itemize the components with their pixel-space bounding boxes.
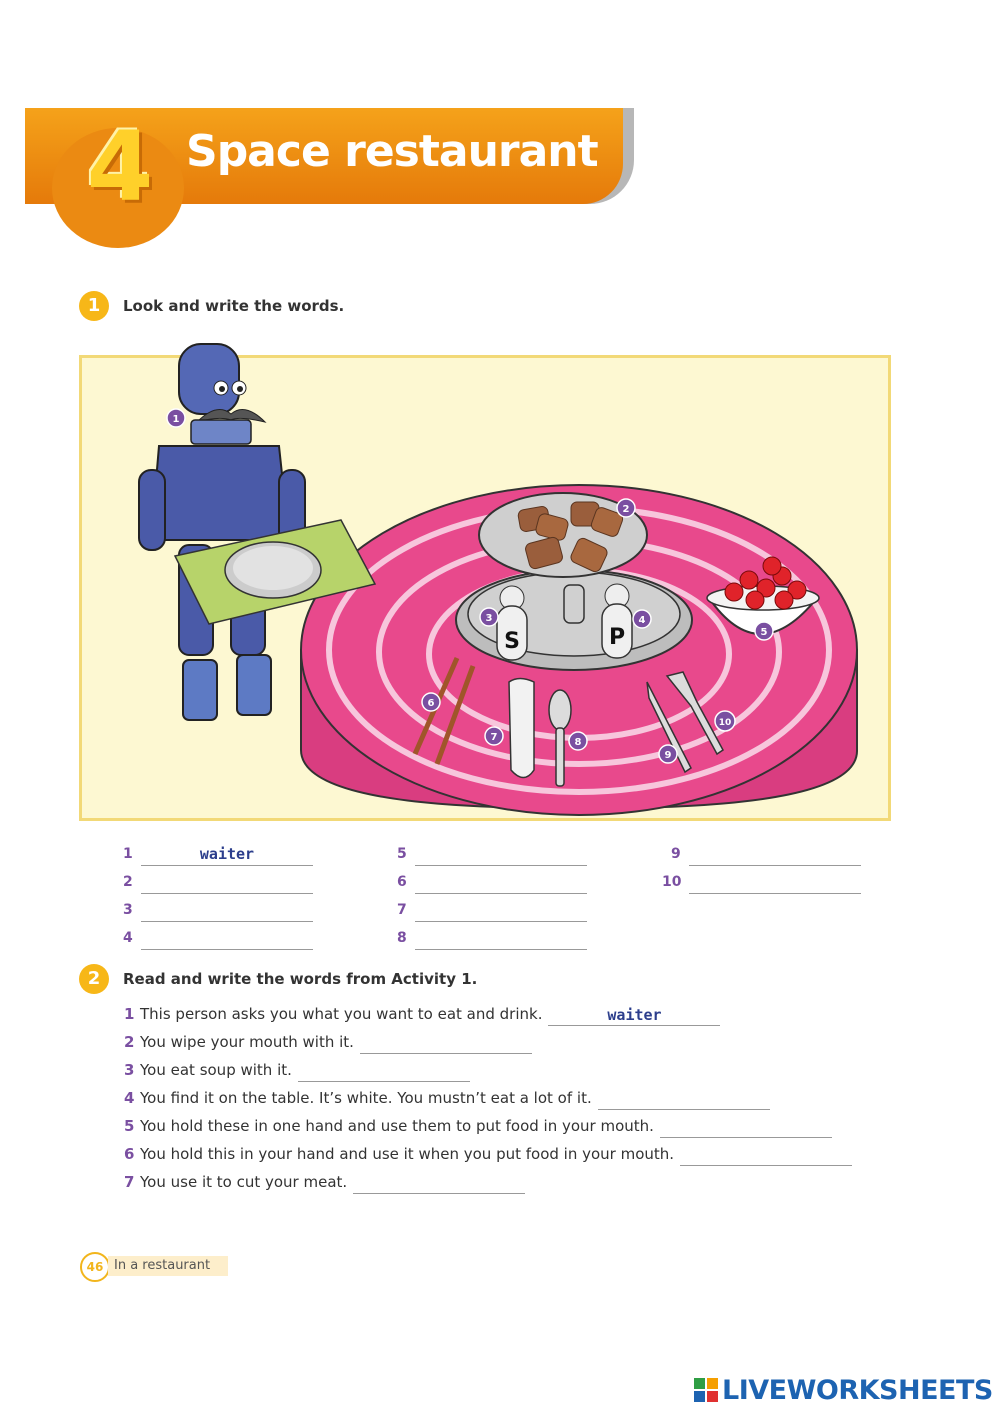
label-number-5: 5 — [760, 627, 768, 638]
sentence-text: This person asks you what you want to eat and drink. — [140, 1005, 543, 1023]
answer-field-7[interactable] — [415, 899, 587, 922]
label-number-1: 1 — [172, 414, 180, 425]
sentence-2 — [124, 1030, 532, 1054]
unit-number: 4 — [86, 111, 154, 223]
answer-number-10: 10 — [662, 874, 682, 890]
salt-shaker — [497, 586, 527, 660]
answer-field-5[interactable] — [415, 843, 587, 866]
label-number-10: 10 — [718, 718, 732, 728]
answer-number-9: 9 — [671, 846, 681, 862]
answer-number-8: 8 — [397, 930, 407, 946]
sentence-text: You find it on the table. It’s white. You mustn’t eat a lot of it. — [140, 1089, 592, 1107]
robot-waiter — [139, 344, 305, 720]
sentence-number: 6 — [124, 1145, 135, 1163]
label-marker-7 — [485, 727, 503, 745]
sentence-text: You eat soup with it. — [140, 1061, 292, 1079]
sentence-text: You wipe your mouth with it. — [140, 1033, 354, 1051]
answer-number-7: 7 — [397, 902, 407, 918]
sentence-number: 7 — [124, 1173, 135, 1191]
answer-number-1: 1 — [123, 846, 133, 862]
label-number-9: 9 — [664, 750, 672, 761]
label-marker-6 — [422, 693, 440, 711]
sentence-text: You hold this in your hand and use it when you put food in your mouth. — [140, 1145, 675, 1163]
label-marker-9 — [659, 745, 677, 763]
section-label: In a restaurant — [108, 1256, 228, 1276]
label-marker-8 — [569, 732, 587, 750]
activity-2-badge: 2 — [79, 964, 109, 994]
label-number-2: 2 — [622, 504, 630, 515]
answer-number-2: 2 — [123, 874, 133, 890]
pepper-shaker — [602, 584, 632, 658]
label-number-4: 4 — [638, 615, 646, 626]
label-number-7: 7 — [490, 732, 498, 743]
label-number-6: 6 — [427, 698, 435, 709]
answer-field-9[interactable] — [689, 843, 861, 866]
answer-field-2[interactable] — [141, 871, 313, 894]
label-marker-10 — [715, 711, 735, 731]
answer-field-8[interactable] — [415, 927, 587, 950]
label-marker-4 — [633, 610, 651, 628]
liveworksheets-logo-icon — [694, 1378, 718, 1402]
pepper-letter: P — [608, 625, 626, 650]
sentence-5 — [124, 1114, 832, 1138]
sentence-number: 3 — [124, 1061, 135, 1079]
sentence-4 — [124, 1086, 770, 1110]
label-number-8: 8 — [574, 737, 582, 748]
label-marker-3 — [480, 608, 498, 626]
label-marker-2 — [617, 499, 635, 517]
sentence-answer-field[interactable] — [598, 1089, 770, 1110]
answer-number-3: 3 — [123, 902, 133, 918]
answer-field-10[interactable] — [689, 871, 861, 894]
sentence-answer-field[interactable] — [660, 1117, 832, 1138]
sentence-answer-field[interactable] — [680, 1145, 852, 1166]
label-number-3: 3 — [485, 613, 493, 624]
sentence-text: You hold these in one hand and use them to put food in your mouth. — [140, 1117, 654, 1135]
sentence-3 — [124, 1058, 470, 1082]
sentence-7 — [124, 1170, 525, 1194]
activity-2-instruction: Read and write the words from Activity 1. — [123, 970, 478, 988]
answer-field-4[interactable] — [141, 927, 313, 950]
answer-number-5: 5 — [397, 846, 407, 862]
label-marker-1 — [167, 409, 185, 427]
liveworksheets-logo[interactable] — [694, 1372, 993, 1408]
sentence-answer-field[interactable] — [353, 1173, 525, 1194]
liveworksheets-wordmark: LIVEWORKSHEETS — [722, 1374, 993, 1406]
sentence-answer-field[interactable]: waiter — [548, 1005, 720, 1026]
sentence-number: 5 — [124, 1117, 135, 1135]
unit-title: Space restaurant — [186, 126, 598, 177]
answer-field-6[interactable] — [415, 871, 587, 894]
sentence-number: 2 — [124, 1033, 135, 1051]
answer-field-3[interactable] — [141, 899, 313, 922]
salt-letter: S — [504, 629, 520, 654]
page-number: 46 — [80, 1252, 110, 1282]
sentence-1 — [124, 1002, 720, 1026]
sentence-number: 1 — [124, 1005, 135, 1023]
answer-field-1[interactable]: waiter — [141, 843, 313, 866]
sentence-text: You use it to cut your meat. — [140, 1173, 348, 1191]
answer-number-6: 6 — [397, 874, 407, 890]
answer-number-4: 4 — [123, 930, 133, 946]
napkin — [509, 679, 534, 778]
sentence-answer-field[interactable] — [298, 1061, 470, 1082]
restaurant-illustration — [79, 330, 891, 830]
sentence-number: 4 — [124, 1089, 135, 1107]
sentence-answer-field[interactable] — [360, 1033, 532, 1054]
activity-1-instruction: Look and write the words. — [123, 297, 345, 315]
sentence-6 — [124, 1142, 852, 1166]
label-marker-5 — [755, 622, 773, 640]
activity-1-badge: 1 — [79, 291, 109, 321]
